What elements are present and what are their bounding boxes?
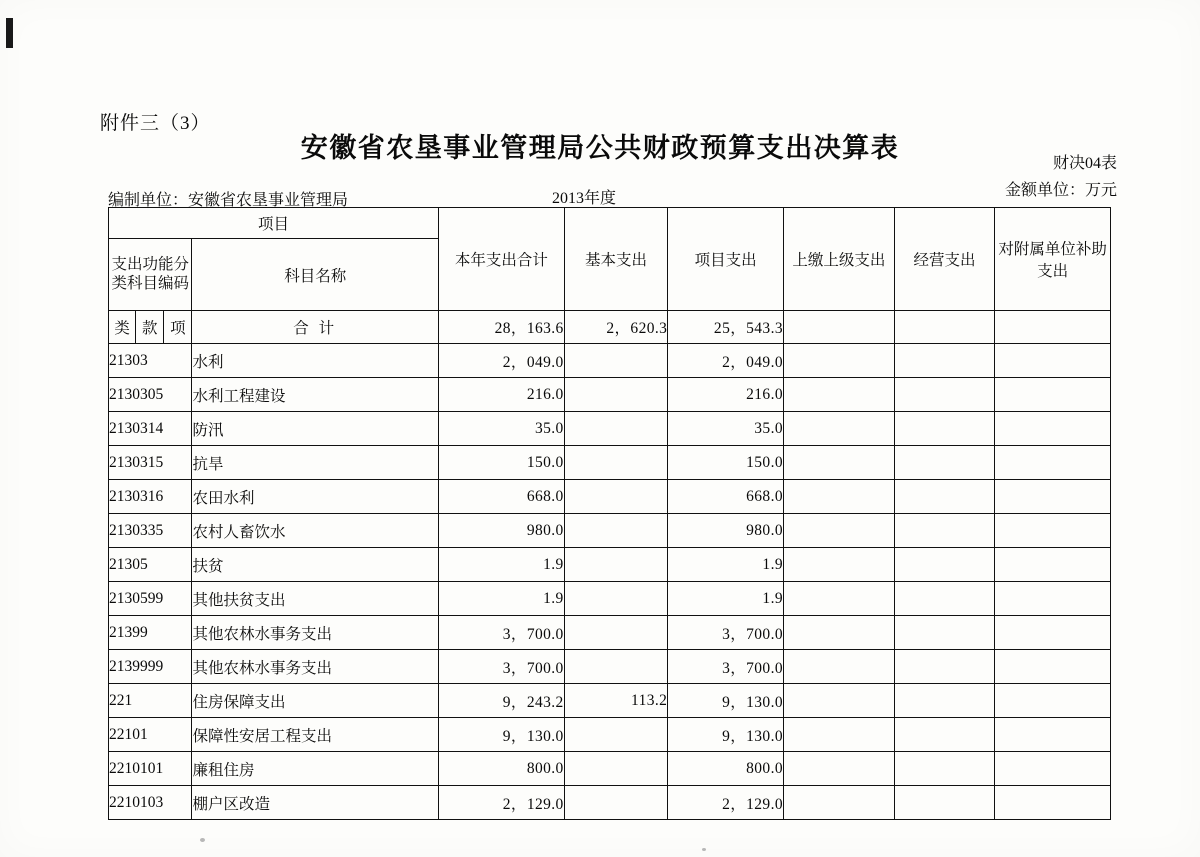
row-subject-name: 扶贫: [192, 548, 438, 582]
scan-edge-mark: [6, 18, 13, 48]
amount-unit: 金额单位：万元: [1004, 182, 1117, 199]
row-operating: [894, 311, 995, 344]
row-project-expense: 25，543.3: [668, 311, 784, 344]
row-upper-level: [784, 752, 895, 786]
row-upper-level: [784, 378, 895, 412]
header-subcol-lei: 类: [109, 311, 136, 344]
row-code: 21399: [109, 616, 192, 650]
row-subsidiary: [995, 684, 1111, 718]
table-row: [109, 582, 1111, 616]
row-operating: [894, 378, 995, 412]
row-subsidiary: [995, 480, 1111, 514]
row-project-expense: 2，049.0: [668, 344, 784, 378]
row-operating: [894, 582, 995, 616]
row-basic-expense: 2，620.3: [564, 311, 668, 344]
row-basic-expense: [564, 752, 668, 786]
row-year-total: 1.9: [438, 548, 564, 582]
row-basic-expense: [564, 718, 668, 752]
budget-expenditure-table: [108, 207, 1111, 820]
row-subject-name: 其他农林水事务支出: [192, 650, 438, 684]
row-operating: [894, 480, 995, 514]
row-upper-level: [784, 650, 895, 684]
row-project-expense: 216.0: [668, 378, 784, 412]
row-year-total: 28，163.6: [438, 311, 564, 344]
row-year-total: 2，049.0: [438, 344, 564, 378]
row-basic-expense: [564, 650, 668, 684]
scan-speck: [200, 838, 205, 842]
row-upper-level: [784, 311, 895, 344]
row-upper-level: [784, 412, 895, 446]
row-subject-name: 其他农林水事务支出: [192, 616, 438, 650]
row-year-total: 800.0: [438, 752, 564, 786]
row-code: 2130314: [109, 412, 192, 446]
row-project-expense: 3，700.0: [668, 616, 784, 650]
row-project-expense: 980.0: [668, 514, 784, 548]
table-row: [109, 344, 1111, 378]
row-subject-name: 水利工程建设: [192, 378, 438, 412]
header-operating: 经营支出: [894, 208, 995, 311]
row-subject-name: 抗旱: [192, 446, 438, 480]
table-row: [109, 378, 1111, 412]
row-subsidiary: [995, 446, 1111, 480]
row-subsidiary: [995, 514, 1111, 548]
row-basic-expense: [564, 480, 668, 514]
row-subsidiary: [995, 344, 1111, 378]
row-operating: [894, 514, 995, 548]
row-subject-name: 水利: [192, 344, 438, 378]
table-row: [109, 412, 1111, 446]
row-subject-name: 农村人畜饮水: [192, 514, 438, 548]
row-project-expense: 150.0: [668, 446, 784, 480]
row-basic-expense: [564, 514, 668, 548]
row-project-expense: 1.9: [668, 582, 784, 616]
row-code: 221: [109, 684, 192, 718]
row-upper-level: [784, 616, 895, 650]
table-row: [109, 650, 1111, 684]
row-project-expense: 2，129.0: [668, 786, 784, 820]
row-upper-level: [784, 718, 895, 752]
row-basic-expense: [564, 446, 668, 480]
table-row: [109, 718, 1111, 752]
table-row: [109, 548, 1111, 582]
row-code: 2130335: [109, 514, 192, 548]
row-year-total: 1.9: [438, 582, 564, 616]
scan-speck: [702, 848, 706, 851]
row-code: 22101: [109, 718, 192, 752]
row-project-expense: 9，130.0: [668, 684, 784, 718]
row-project-expense: 3，700.0: [668, 650, 784, 684]
header-subcol-xiang: 项: [164, 311, 192, 344]
row-operating: [894, 650, 995, 684]
row-code: 2130315: [109, 446, 192, 480]
row-subject-name: 廉租住房: [192, 752, 438, 786]
table-body: [109, 311, 1111, 820]
row-upper-level: [784, 514, 895, 548]
row-basic-expense: [564, 548, 668, 582]
row-total-label: 合 计: [192, 311, 438, 344]
row-code: 2130316: [109, 480, 192, 514]
row-operating: [894, 446, 995, 480]
row-basic-expense: [564, 786, 668, 820]
row-basic-expense: [564, 412, 668, 446]
header-year-total: 本年支出合计: [438, 208, 564, 311]
row-subsidiary: [995, 311, 1111, 344]
row-basic-expense: [564, 616, 668, 650]
table-row: [109, 752, 1111, 786]
row-subsidiary: [995, 786, 1111, 820]
row-subsidiary: [995, 548, 1111, 582]
table-row: [109, 786, 1111, 820]
row-project-expense: 35.0: [668, 412, 784, 446]
row-year-total: 216.0: [438, 378, 564, 412]
row-code: 2210101: [109, 752, 192, 786]
row-code: 21303: [109, 344, 192, 378]
row-subsidiary: [995, 412, 1111, 446]
row-subject-name: 防汛: [192, 412, 438, 446]
row-upper-level: [784, 548, 895, 582]
row-subject-name: 棚户区改造: [192, 786, 438, 820]
header-subsidiary: 对附属单位补助支出: [995, 208, 1111, 311]
row-basic-expense: [564, 344, 668, 378]
row-code: 21305: [109, 548, 192, 582]
row-year-total: 150.0: [438, 446, 564, 480]
row-operating: [894, 412, 995, 446]
row-upper-level: [784, 786, 895, 820]
row-year-total: 2，129.0: [438, 786, 564, 820]
row-subsidiary: [995, 650, 1111, 684]
table-row: [109, 684, 1111, 718]
row-year-total: 9，130.0: [438, 718, 564, 752]
row-operating: [894, 548, 995, 582]
row-project-expense: 1.9: [668, 548, 784, 582]
row-code: 2139999: [109, 650, 192, 684]
header-subject-name: 科目名称: [192, 239, 438, 311]
row-basic-expense: 113.2: [564, 684, 668, 718]
page-title: 安徽省农垦事业管理局公共财政预算支出决算表: [300, 133, 900, 163]
table-row: [109, 311, 1111, 344]
row-operating: [894, 718, 995, 752]
header-basic-expense: 基本支出: [564, 208, 668, 311]
row-subject-name: 保障性安居工程支出: [192, 718, 438, 752]
compiler-unit: 编制单位：安徽省农垦事业管理局: [108, 192, 349, 209]
row-upper-level: [784, 446, 895, 480]
row-code: 2130305: [109, 378, 192, 412]
row-code: 2130599: [109, 582, 192, 616]
row-year-total: 980.0: [438, 514, 564, 548]
row-upper-level: [784, 582, 895, 616]
header-subcol-kuan: 款: [136, 311, 164, 344]
form-code: 财决04表: [1052, 155, 1117, 172]
row-year-total: 9，243.2: [438, 684, 564, 718]
table-row: [109, 616, 1111, 650]
row-upper-level: [784, 684, 895, 718]
row-subsidiary: [995, 582, 1111, 616]
row-operating: [894, 684, 995, 718]
row-operating: [894, 752, 995, 786]
row-upper-level: [784, 344, 895, 378]
row-basic-expense: [564, 582, 668, 616]
row-code: 2210103: [109, 786, 192, 820]
row-operating: [894, 344, 995, 378]
row-year-total: 3，700.0: [438, 650, 564, 684]
row-subsidiary: [995, 718, 1111, 752]
row-subject-name: 住房保障支出: [192, 684, 438, 718]
header-row-top: [109, 208, 1111, 239]
table-row: [109, 446, 1111, 480]
table-row: [109, 480, 1111, 514]
row-project-expense: 9，130.0: [668, 718, 784, 752]
table-row: [109, 514, 1111, 548]
row-operating: [894, 786, 995, 820]
row-subsidiary: [995, 752, 1111, 786]
row-subject-name: 其他扶贫支出: [192, 582, 438, 616]
header-project-expense: 项目支出: [668, 208, 784, 311]
table-header: [109, 208, 1111, 311]
row-operating: [894, 616, 995, 650]
row-subsidiary: [995, 616, 1111, 650]
row-basic-expense: [564, 378, 668, 412]
row-subject-name: 农田水利: [192, 480, 438, 514]
fiscal-year: 2013年度: [552, 190, 617, 207]
row-year-total: 668.0: [438, 480, 564, 514]
row-year-total: 3，700.0: [438, 616, 564, 650]
attachment-label: 附件三（3）: [100, 113, 211, 134]
header-group-item: 项目: [109, 208, 439, 239]
row-year-total: 35.0: [438, 412, 564, 446]
row-project-expense: 668.0: [668, 480, 784, 514]
header-code-group: 支出功能分类科目编码: [109, 239, 192, 311]
row-project-expense: 800.0: [668, 752, 784, 786]
row-upper-level: [784, 480, 895, 514]
row-subsidiary: [995, 378, 1111, 412]
header-upper-level: 上缴上级支出: [784, 208, 895, 311]
